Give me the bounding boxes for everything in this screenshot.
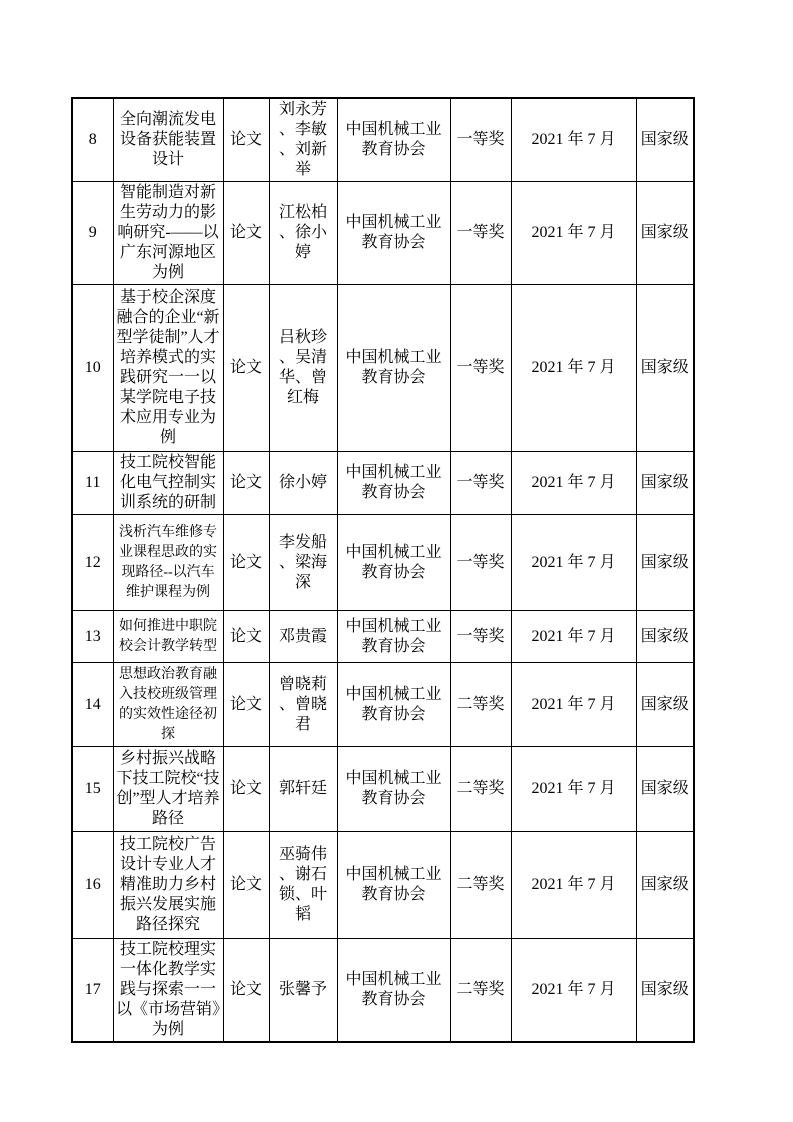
cell-level: 国家级 bbox=[636, 611, 694, 663]
cell-row-number: 12 bbox=[72, 515, 113, 611]
table-row bbox=[72, 663, 694, 747]
cell-title: 基于校企深度融合的企业“新型学徒制”人才培养模式的实践研究一一以某学院电子技术应用专业为例 bbox=[113, 285, 223, 452]
cell-type: 论文 bbox=[223, 939, 269, 1043]
cell-title: 思想政治教育融入技校班级管理的实效性途径初探 bbox=[113, 663, 223, 747]
cell-row-number: 15 bbox=[72, 747, 113, 832]
table-row bbox=[72, 939, 694, 1043]
cell-award: 二等奖 bbox=[450, 747, 511, 832]
cell-date: 2021 年 7 月 bbox=[511, 98, 636, 182]
cell-title: 智能制造对新生劳动力的影响研究-——以广东河源地区为例 bbox=[113, 182, 223, 285]
cell-authors: 吕秋珍、吴清华、曾红梅 bbox=[269, 285, 337, 452]
cell-organization: 中国机械工业教育协会 bbox=[337, 747, 450, 832]
table-row bbox=[72, 285, 694, 452]
table-row bbox=[72, 832, 694, 939]
cell-award: 一等奖 bbox=[450, 611, 511, 663]
cell-date: 2021 年 7 月 bbox=[511, 452, 636, 515]
cell-authors: 邓贵霞 bbox=[269, 611, 337, 663]
table-row bbox=[72, 98, 694, 182]
cell-row-number: 10 bbox=[72, 285, 113, 452]
cell-date: 2021 年 7 月 bbox=[511, 182, 636, 285]
cell-title: 全向潮流发电设备获能装置设计 bbox=[113, 98, 223, 182]
cell-authors: 郭轩廷 bbox=[269, 747, 337, 832]
cell-type: 论文 bbox=[223, 285, 269, 452]
cell-type: 论文 bbox=[223, 515, 269, 611]
cell-organization: 中国机械工业教育协会 bbox=[337, 611, 450, 663]
awards-table bbox=[71, 97, 695, 1043]
cell-date: 2021 年 7 月 bbox=[511, 611, 636, 663]
cell-award: 一等奖 bbox=[450, 98, 511, 182]
cell-level: 国家级 bbox=[636, 98, 694, 182]
cell-level: 国家级 bbox=[636, 747, 694, 832]
cell-title: 技工院校智能化电气控制实训系统的研制 bbox=[113, 452, 223, 515]
cell-title: 如何推进中职院校会计教学转型 bbox=[113, 611, 223, 663]
cell-type: 论文 bbox=[223, 452, 269, 515]
cell-award: 二等奖 bbox=[450, 832, 511, 939]
cell-title: 技工院校理实一体化教学实践与探索一一以《市场营销》为例 bbox=[113, 939, 223, 1043]
cell-date: 2021 年 7 月 bbox=[511, 515, 636, 611]
cell-organization: 中国机械工业教育协会 bbox=[337, 663, 450, 747]
cell-organization: 中国机械工业教育协会 bbox=[337, 452, 450, 515]
cell-type: 论文 bbox=[223, 98, 269, 182]
cell-award: 二等奖 bbox=[450, 939, 511, 1043]
cell-authors: 徐小婷 bbox=[269, 452, 337, 515]
cell-level: 国家级 bbox=[636, 832, 694, 939]
cell-level: 国家级 bbox=[636, 939, 694, 1043]
cell-organization: 中国机械工业教育协会 bbox=[337, 939, 450, 1043]
cell-date: 2021 年 7 月 bbox=[511, 747, 636, 832]
cell-row-number: 14 bbox=[72, 663, 113, 747]
cell-organization: 中国机械工业教育协会 bbox=[337, 182, 450, 285]
cell-organization: 中国机械工业教育协会 bbox=[337, 98, 450, 182]
cell-level: 国家级 bbox=[636, 663, 694, 747]
cell-authors: 张馨予 bbox=[269, 939, 337, 1043]
cell-row-number: 8 bbox=[72, 98, 113, 182]
cell-row-number: 11 bbox=[72, 452, 113, 515]
table-row bbox=[72, 515, 694, 611]
cell-row-number: 13 bbox=[72, 611, 113, 663]
cell-title: 乡村振兴战略下技工院校“技创”型人才培养路径 bbox=[113, 747, 223, 832]
cell-row-number: 17 bbox=[72, 939, 113, 1043]
cell-authors: 李发船、梁海深 bbox=[269, 515, 337, 611]
cell-authors: 刘永芳、李敏、刘新举 bbox=[269, 98, 337, 182]
cell-type: 论文 bbox=[223, 182, 269, 285]
cell-date: 2021 年 7 月 bbox=[511, 939, 636, 1043]
cell-title: 技工院校广告设计专业人才精准助力乡村振兴发展实施路径探究 bbox=[113, 832, 223, 939]
cell-organization: 中国机械工业教育协会 bbox=[337, 515, 450, 611]
cell-award: 一等奖 bbox=[450, 285, 511, 452]
cell-row-number: 16 bbox=[72, 832, 113, 939]
cell-type: 论文 bbox=[223, 611, 269, 663]
cell-date: 2021 年 7 月 bbox=[511, 832, 636, 939]
cell-row-number: 9 bbox=[72, 182, 113, 285]
cell-title: 浅析汽车维修专业课程思政的实现路径--以汽车维护课程为例 bbox=[113, 515, 223, 611]
cell-level: 国家级 bbox=[636, 182, 694, 285]
cell-type: 论文 bbox=[223, 663, 269, 747]
cell-level: 国家级 bbox=[636, 285, 694, 452]
cell-organization: 中国机械工业教育协会 bbox=[337, 285, 450, 452]
cell-authors: 巫骑伟、谢石锁、叶韬 bbox=[269, 832, 337, 939]
table-row bbox=[72, 747, 694, 832]
cell-level: 国家级 bbox=[636, 515, 694, 611]
table-row bbox=[72, 452, 694, 515]
cell-date: 2021 年 7 月 bbox=[511, 285, 636, 452]
cell-date: 2021 年 7 月 bbox=[511, 663, 636, 747]
cell-award: 二等奖 bbox=[450, 663, 511, 747]
cell-type: 论文 bbox=[223, 747, 269, 832]
cell-award: 一等奖 bbox=[450, 452, 511, 515]
table-row bbox=[72, 182, 694, 285]
cell-authors: 曾晓莉、曾晓君 bbox=[269, 663, 337, 747]
table-row bbox=[72, 611, 694, 663]
cell-type: 论文 bbox=[223, 832, 269, 939]
cell-award: 一等奖 bbox=[450, 182, 511, 285]
cell-award: 一等奖 bbox=[450, 515, 511, 611]
cell-level: 国家级 bbox=[636, 452, 694, 515]
cell-organization: 中国机械工业教育协会 bbox=[337, 832, 450, 939]
cell-authors: 江松柏、徐小婷 bbox=[269, 182, 337, 285]
